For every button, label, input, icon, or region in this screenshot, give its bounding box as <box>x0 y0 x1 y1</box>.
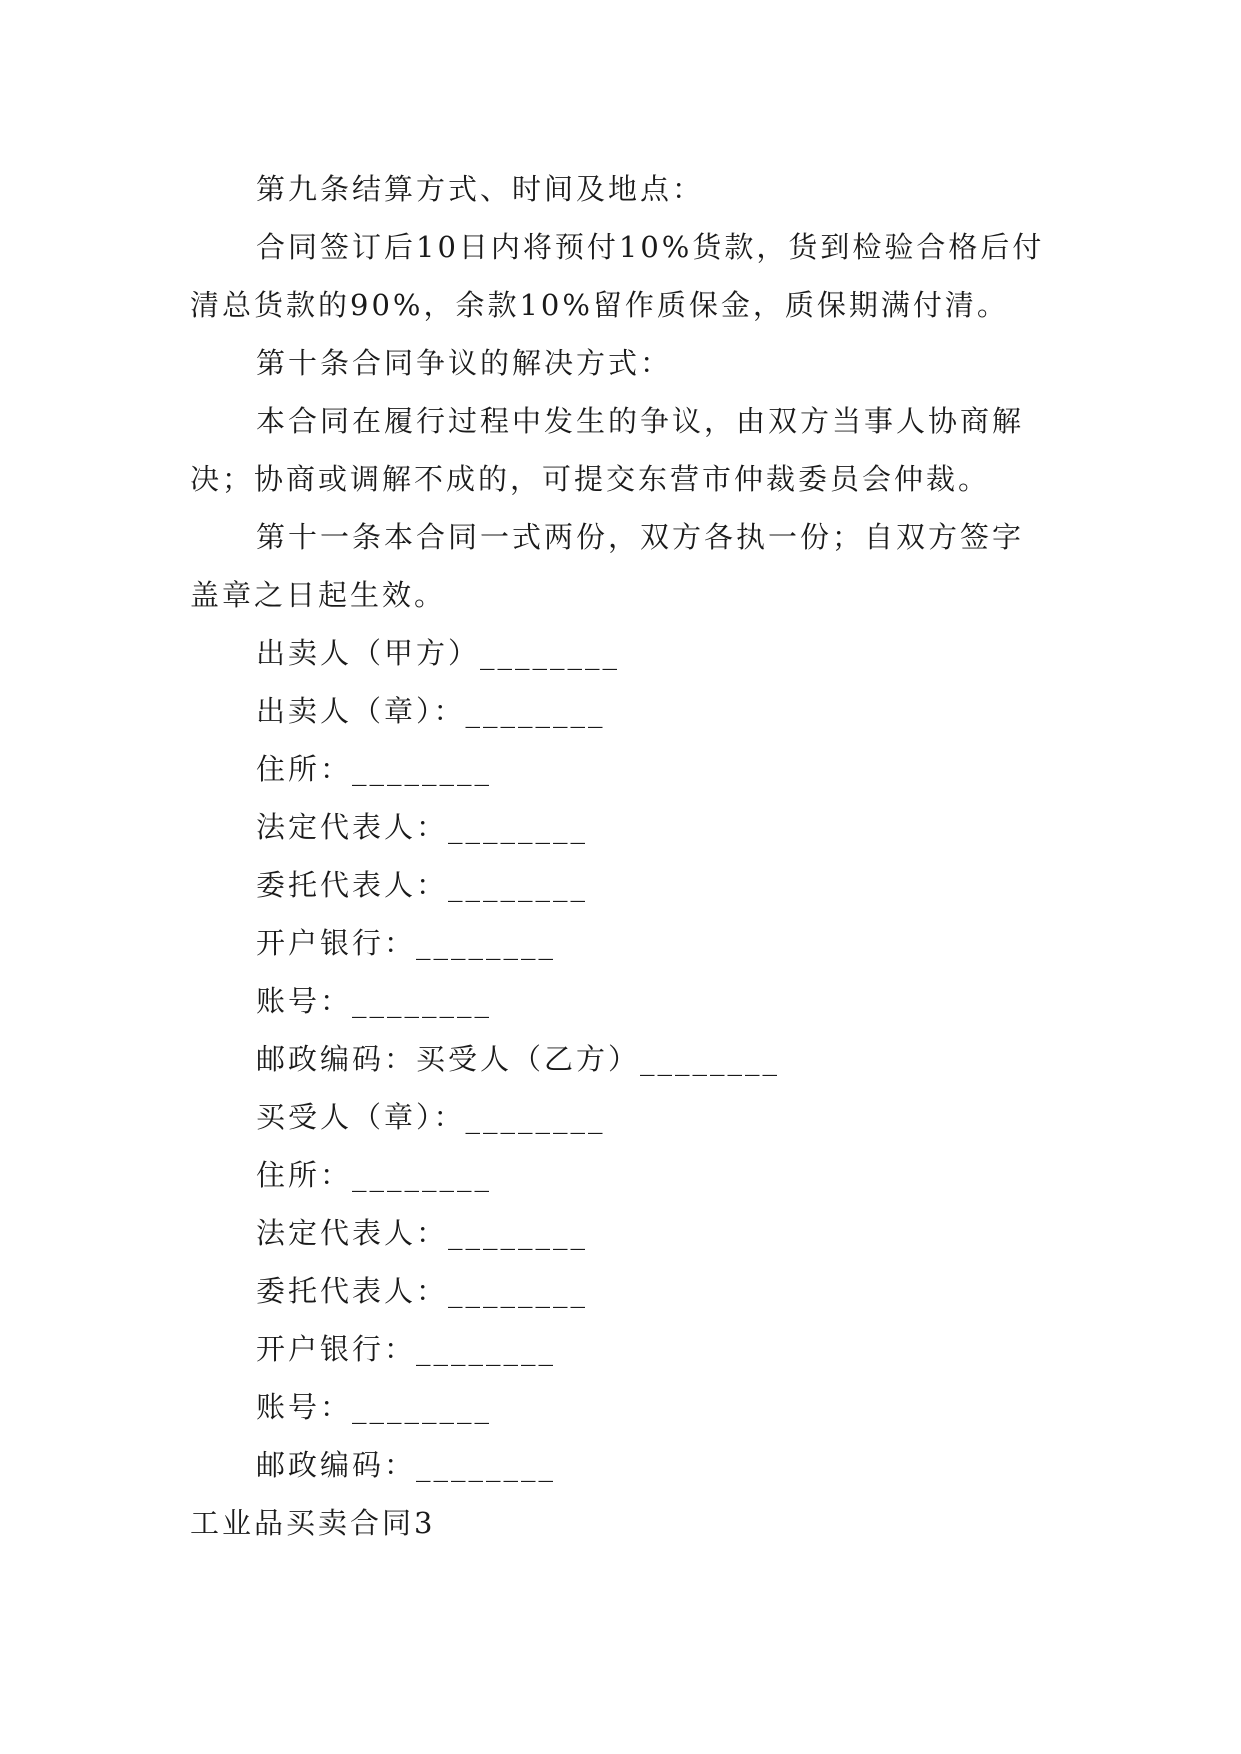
buyer-postcode-line: 邮政编码：________ <box>256 1448 557 1482</box>
document-page <box>190 160 1050 1552</box>
seller-seal-line: 出卖人（章）：________ <box>256 694 606 728</box>
seller-bank-line: 开户银行：________ <box>256 926 557 960</box>
seller-legal-rep-line: 法定代表人：________ <box>256 810 589 844</box>
article-9-title: 第九条结算方式、时间及地点： <box>256 172 705 206</box>
seller-account-line: 账号：________ <box>256 984 493 1018</box>
article-11-body: 第十一条本合同一式两份，双方各执一份；自双方签字盖章之日起生效。 <box>190 520 1025 612</box>
buyer-agent-line: 委托代表人：________ <box>256 1274 589 1308</box>
buyer-bank-line: 开户银行：________ <box>256 1332 557 1366</box>
buyer-address-line: 住所：________ <box>256 1158 493 1192</box>
seller-address-line: 住所：________ <box>256 752 493 786</box>
seller-party-line: 出卖人（甲方）________ <box>256 636 621 670</box>
article-9-body: 合同签订后10日内将预付10%货款，货到检验合格后付清总货款的90%，余款10%留作质保金，质保期满付清。 <box>190 230 1045 322</box>
article-10-title: 第十条合同争议的解决方式： <box>256 346 673 380</box>
seller-agent-line: 委托代表人：________ <box>256 868 589 902</box>
buyer-seal-line: 买受人（章）：________ <box>256 1100 606 1134</box>
buyer-account-line: 账号：________ <box>256 1390 493 1424</box>
next-contract-title: 工业品买卖合同3 <box>190 1506 436 1540</box>
seller-postcode-buyer-party-line: 邮政编码：买受人（乙方）________ <box>256 1042 781 1076</box>
article-10-body: 本合同在履行过程中发生的争议，由双方当事人协商解决；协商或调解不成的，可提交东营市仲裁委员会仲裁。 <box>190 404 1025 496</box>
buyer-legal-rep-line: 法定代表人：________ <box>256 1216 589 1250</box>
